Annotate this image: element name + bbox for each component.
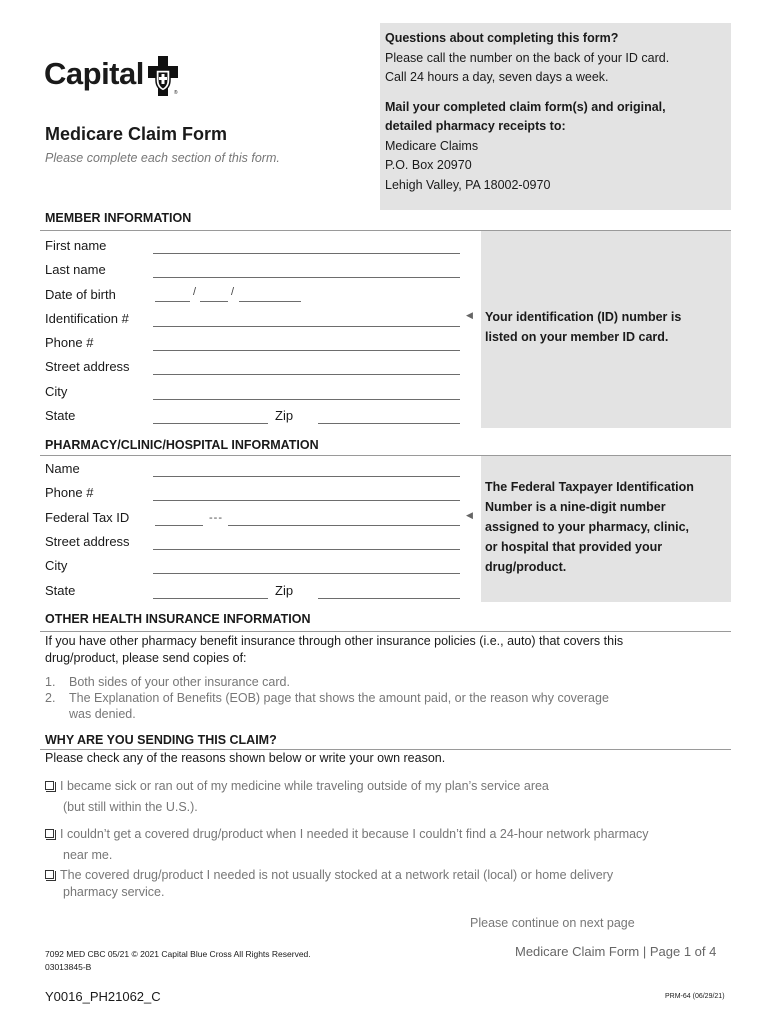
pharmacy-zip-label: Zip xyxy=(275,583,294,598)
reason-option-1[interactable] xyxy=(45,776,549,818)
pharmacy-note-arrow-icon: ◀ xyxy=(466,510,473,520)
tax-id-prefix-field[interactable] xyxy=(155,525,203,526)
form-subtitle: Please complete each section of this form. xyxy=(45,151,280,165)
list-item-text-continued: was denied. xyxy=(69,707,136,721)
reason-option-2[interactable] xyxy=(45,824,649,866)
member-section-heading: MEMBER INFORMATION xyxy=(45,211,192,225)
other-insurance-intro-line-1: If you have other pharmacy benefit insurance through other insurance policies (i.e., auto) that covers this xyxy=(45,634,624,648)
questions-heading: Questions about completing this form? xyxy=(385,31,619,45)
reason-option-1-text-cont: (but still within the U.S.). xyxy=(63,800,198,814)
last-name-field[interactable] xyxy=(153,277,460,278)
tax-id-note-line-3: assigned to your pharmacy, clinic, xyxy=(485,520,689,534)
dob-month-field[interactable] xyxy=(155,301,190,302)
list-item-text: Both sides of your other insurance card. xyxy=(69,675,290,689)
dob-day-field[interactable] xyxy=(200,301,228,302)
last-name-label: Last name xyxy=(45,262,106,277)
prm-code: PRM-64 (06/29/21) xyxy=(665,993,725,1000)
first-name-field[interactable] xyxy=(153,253,460,254)
dob-separator-2: / xyxy=(231,286,236,298)
list-item-number: 2. xyxy=(45,691,56,705)
pharmacy-name-field[interactable] xyxy=(153,476,460,477)
capital-logo xyxy=(44,54,178,101)
member-street-field[interactable] xyxy=(153,374,460,375)
list-item-number: 1. xyxy=(45,675,56,689)
member-street-label: Street address xyxy=(45,359,130,374)
member-city-field[interactable] xyxy=(153,399,460,400)
reason-option-1-text: I became sick or ran out of my medicine while traveling outside of my plan’s service area xyxy=(60,779,549,793)
list-item-text: The Explanation of Benefits (EOB) page that shows the amount paid, or the reason why coverage xyxy=(69,691,609,705)
pharmacy-state-field[interactable] xyxy=(153,598,268,599)
checkbox-icon[interactable] xyxy=(45,781,54,790)
member-id-note-line-2: listed on your member ID card. xyxy=(485,330,669,344)
dob-year-field[interactable] xyxy=(239,301,301,302)
pharmacy-phone-field[interactable] xyxy=(153,500,460,501)
pharmacy-street-field[interactable] xyxy=(153,549,460,550)
pharmacy-name-label: Name xyxy=(45,461,80,476)
member-id-note xyxy=(485,307,681,347)
reasons-intro: Please check any of the reasons shown below or write your own reason. xyxy=(45,751,446,765)
copyright-block xyxy=(45,948,311,974)
tax-id-note-line-1: The Federal Taxpayer Identification xyxy=(485,480,694,494)
questions-line-1: Please call the number on the back of your ID card. xyxy=(385,50,670,65)
pharmacy-city-field[interactable] xyxy=(153,573,460,574)
continue-note: Please continue on next page xyxy=(470,916,635,930)
reason-option-3-text: The covered drug/product I needed is not usually stocked at a network retail (local) or home delivery xyxy=(60,868,614,882)
tax-id-suffix-field[interactable] xyxy=(228,525,460,526)
member-zip-label: Zip xyxy=(275,408,294,423)
copyright-line-2: 03013845-B xyxy=(45,962,92,972)
first-name-label: First name xyxy=(45,238,107,253)
registered-mark: ® xyxy=(173,90,178,96)
mail-address-line-3: Lehigh Valley, PA 18002-0970 xyxy=(385,177,551,192)
mail-address-line-2: P.O. Box 20970 xyxy=(385,158,472,172)
pharmacy-zip-field[interactable] xyxy=(318,598,460,599)
member-city-label: City xyxy=(45,384,68,399)
dob-separator-1: / xyxy=(193,286,198,298)
member-id-note-line-1: Your identification (ID) number is xyxy=(485,310,682,324)
member-phone-label: Phone # xyxy=(45,335,94,350)
tax-id-note xyxy=(485,477,694,577)
id-label: Identification # xyxy=(45,311,129,326)
reason-option-2-text-cont: near me. xyxy=(63,848,113,862)
contact-info-box xyxy=(380,23,731,210)
tax-id-note-line-2: Number is a nine-digit number xyxy=(485,500,666,514)
other-insurance-rule xyxy=(40,631,731,632)
pharmacy-city-label: City xyxy=(45,558,68,573)
list-item xyxy=(45,690,609,706)
copyright-line-1: 7092 MED CBC 05/21 © 2021 Capital Blue Cross All Rights Reserved. xyxy=(45,949,311,959)
mail-heading-line-1: Mail your completed claim form(s) and original, xyxy=(385,99,666,114)
list-item xyxy=(45,674,609,690)
reason-option-3-text-cont: pharmacy service. xyxy=(63,885,165,899)
tax-id-note-line-5: drug/product. xyxy=(485,560,567,574)
other-insurance-heading: OTHER HEALTH INSURANCE INFORMATION xyxy=(45,612,311,626)
mail-address-line-1: Medicare Claims xyxy=(385,138,479,153)
checkbox-icon[interactable] xyxy=(45,870,54,879)
tax-id-separator: --- xyxy=(209,512,223,524)
reason-option-3[interactable] xyxy=(45,865,613,903)
tax-id-label: Federal Tax ID xyxy=(45,510,130,525)
pharmacy-phone-label: Phone # xyxy=(45,485,94,500)
reasons-heading: WHY ARE YOU SENDING THIS CLAIM? xyxy=(45,733,277,747)
list-item-continued xyxy=(45,706,609,722)
page-indicator: Medicare Claim Form | Page 1 of 4 xyxy=(515,944,717,959)
brand-name: Capital xyxy=(44,56,144,91)
other-insurance-intro-line-2: drug/product, please send copies of: xyxy=(45,651,247,665)
mail-heading-line-2: detailed pharmacy receipts to: xyxy=(385,119,566,133)
pharmacy-street-label: Street address xyxy=(45,534,130,549)
member-note-arrow-icon: ◀ xyxy=(466,310,473,320)
form-code: Y0016_PH21062_C xyxy=(45,989,161,1004)
form-title: Medicare Claim Form xyxy=(45,124,228,144)
other-insurance-intro xyxy=(45,633,623,667)
member-state-label: State xyxy=(45,408,76,423)
member-phone-field[interactable] xyxy=(153,350,460,351)
dob-label: Date of birth xyxy=(45,287,116,302)
member-id-field[interactable] xyxy=(153,326,460,327)
member-zip-field[interactable] xyxy=(318,423,460,424)
member-state-field[interactable] xyxy=(153,423,268,424)
checkbox-icon[interactable] xyxy=(45,829,54,838)
questions-line-2: Call 24 hours a day, seven days a week. xyxy=(385,70,609,84)
reason-option-2-text: I couldn’t get a covered drug/product when I needed it because I couldn’t find a 24-hour network pharmacy xyxy=(60,827,649,841)
pharmacy-section-heading: PHARMACY/CLINIC/HOSPITAL INFORMATION xyxy=(45,438,319,452)
pharmacy-state-label: State xyxy=(45,583,76,598)
tax-id-note-line-4: or hospital that provided your xyxy=(485,540,663,554)
other-insurance-list xyxy=(45,674,609,722)
